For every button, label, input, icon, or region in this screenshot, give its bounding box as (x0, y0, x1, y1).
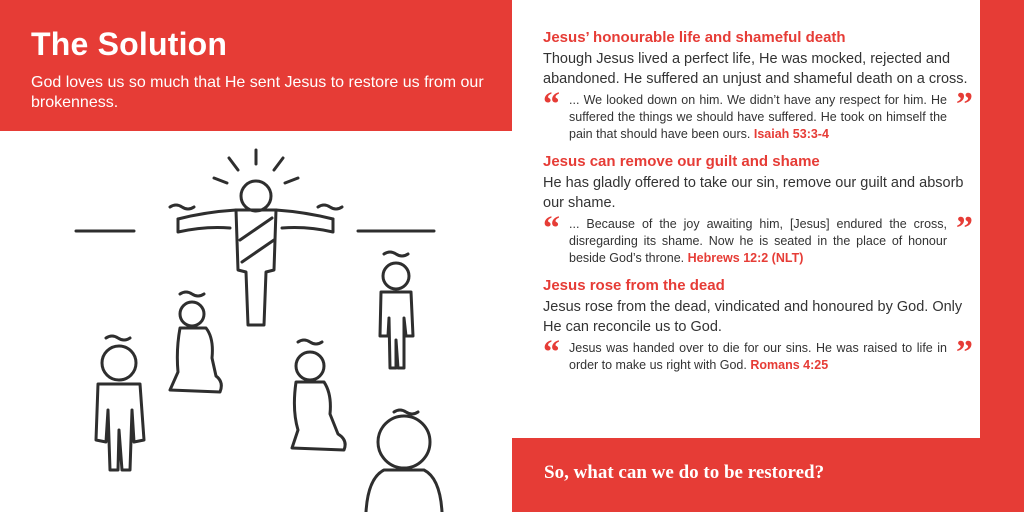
section-resurrection (543, 276, 973, 374)
scripture-quote (543, 334, 973, 374)
standing-person-left (96, 336, 144, 470)
close-quote-icon: ” (956, 210, 973, 247)
scripture-reference: Isaiah 53:3-4 (753, 127, 829, 141)
page-title: The Solution (31, 26, 228, 62)
header-panel (0, 0, 512, 131)
page-subtitle: God loves us so much that He sent Jesus to restore us from our brokenness. (31, 74, 484, 111)
quote-text: Jesus was handed over to die for our sins. He was raised to life in order to make us right with God. (569, 341, 947, 372)
section-guilt-and-shame (543, 152, 973, 267)
open-quote-icon: “ (543, 210, 560, 247)
close-quote-icon: ” (956, 334, 973, 371)
quote-text: ... Because of the joy awaiting him, [Jesus] endured the cross, disregarding its shame. Now he is seated in the place of honour beside God’s throne. (569, 217, 947, 265)
standing-person-right (380, 252, 413, 368)
scripture-reference: Hebrews 12:2 (NLT) (687, 251, 804, 265)
section-heading: Jesus can remove our guilt and shame (543, 153, 820, 170)
person-foreground (366, 410, 442, 512)
section-body: He has gladly offered to take our sin, remove our guilt and absorb our shame. (543, 175, 964, 211)
section-heading: Jesus’ honourable life and shameful death (543, 29, 846, 46)
footer-panel (512, 438, 1024, 512)
scripture-quote (543, 210, 973, 267)
section-body: Jesus rose from the dead, vindicated and honoured by God. Only He can reconcile us to God. (543, 299, 963, 335)
section-life-and-death (543, 28, 973, 143)
kneeling-person-right (292, 340, 345, 450)
open-quote-icon: “ (543, 86, 560, 123)
section-heading: Jesus rose from the dead (543, 277, 725, 294)
call-to-action-question: So, what can we do to be restored? (544, 462, 825, 483)
right-accent-strip (980, 0, 1024, 512)
crucifixion-illustration (0, 131, 512, 512)
solution-content (543, 28, 973, 383)
light-rays-icon (214, 150, 298, 183)
jesus-figure (170, 150, 342, 325)
close-quote-icon: ” (956, 86, 973, 123)
quote-text: ... We looked down on him. We didn’t have any respect for him. He suffered the things we should have suffered. He took on himself the pain that should have been ours. (569, 93, 947, 141)
scripture-quote (543, 86, 973, 143)
scripture-reference: Romans 4:25 (750, 358, 829, 372)
open-quote-icon: “ (543, 334, 560, 371)
section-body: Though Jesus lived a perfect life, He was mocked, rejected and abandoned. He suffered an unjust and shameful death on a cross. (543, 51, 968, 87)
kneeling-person-left (170, 292, 221, 392)
